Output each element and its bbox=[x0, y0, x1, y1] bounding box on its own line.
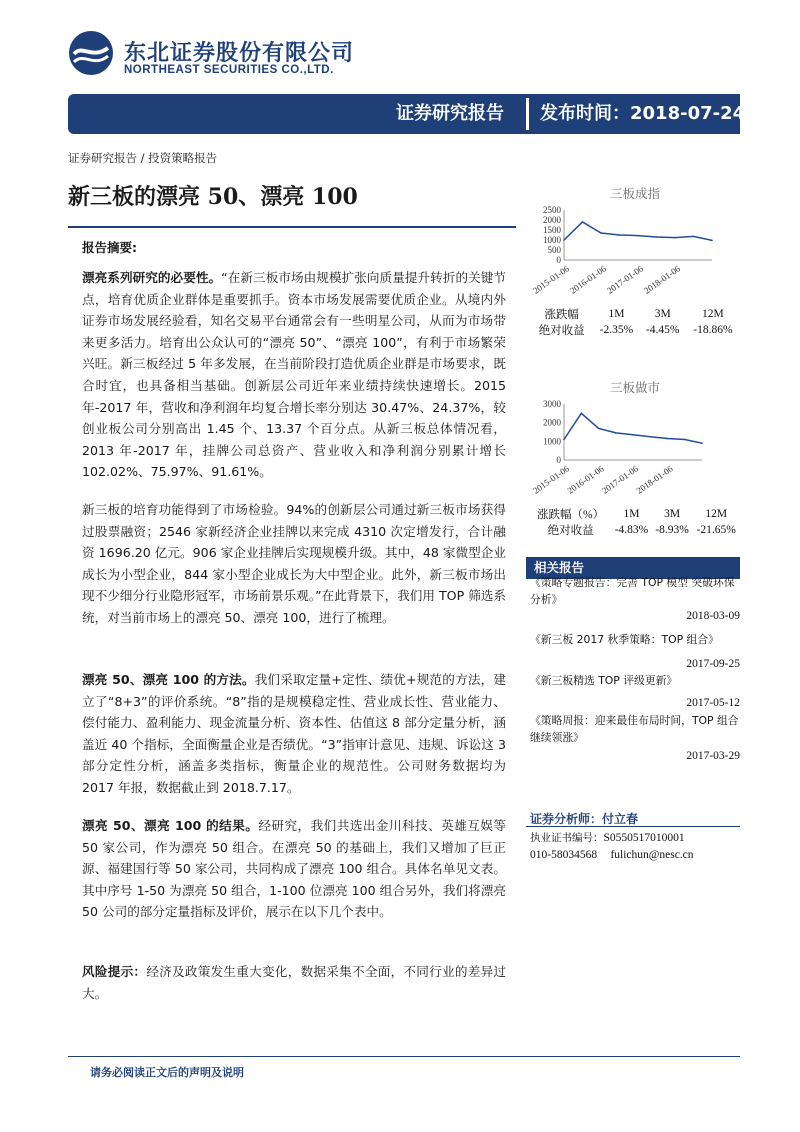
publish-date: 发布时间：2018-07-24 bbox=[540, 103, 746, 124]
y-tick-label: 2500 bbox=[543, 205, 561, 215]
series-line bbox=[564, 413, 702, 443]
data-point bbox=[656, 236, 658, 238]
stats-head: 12M bbox=[702, 308, 724, 320]
related-report-date: 2017-05-12 bbox=[686, 697, 740, 709]
summary-label: 报告摘要: bbox=[82, 240, 137, 255]
footer-divider bbox=[68, 1056, 740, 1057]
report-type: 证券研究报告 bbox=[396, 103, 504, 124]
related-report-title: 《新三板精选 TOP 评级更新》 bbox=[530, 674, 678, 687]
data-point bbox=[615, 432, 617, 434]
stats-head: 1M bbox=[608, 308, 625, 320]
analyst-phone: 010-58034568 bbox=[530, 849, 598, 861]
data-point bbox=[674, 237, 676, 239]
paragraph-body: 新三板的培育功能得到了市场检验。94%的创新层公司通过新三板市场获得过股票融资；2546 家新经济企业挂牌以来完成 4310 次定增发行，合计融资 1696.20 亿元。906 家企业挂牌后实现规模升级。其中，48 家微型企业成长为小型企业，844 家小型企业成长为大中型企业。此外，新三板市场出现不少细分行业隐形冠军，市场前景乐观。”在此背景下，我们用 TOP 筛选系统，对当前市场上的漂亮 50、漂亮 100，进行了梳理。 bbox=[82, 502, 506, 625]
paragraph-result bbox=[82, 815, 506, 923]
chart-svg bbox=[530, 202, 740, 302]
x-tick-label: 2016-01-06 bbox=[568, 263, 609, 296]
data-point bbox=[563, 239, 565, 241]
data-point bbox=[632, 434, 634, 436]
x-tick-label: 2017-01-06 bbox=[605, 263, 646, 296]
x-tick-label: 2018-01-06 bbox=[634, 463, 675, 496]
related-report-date: 2017-03-29 bbox=[686, 750, 740, 762]
stats-cell: -18.86% bbox=[693, 324, 733, 336]
paragraph-body: 经研究，我们共选出金川科技、英雄互娱等 50 家公司，作为漂亮 50 组合。在漂亮 50 的基础上，我们又增加了巨正源、福建国行等 50 家公司，共同构成了漂亮 100 组合。具体名单见文表。其中序号 1-50 为漂亮 50 组合，1-100 位漂亮 100 组合另外，我们将漂亮 50 公司的部分定量指标及评价，展示在以下几个表中。 bbox=[82, 818, 507, 920]
stats-head: 3M bbox=[664, 508, 681, 520]
chart-svg bbox=[530, 396, 740, 504]
x-tick-label: 2016-01-06 bbox=[565, 463, 606, 496]
related-report-date: 2017-09-25 bbox=[686, 658, 740, 670]
y-tick-label: 3000 bbox=[543, 399, 561, 409]
analyst-divider bbox=[526, 826, 740, 827]
paragraph-body: 经济及政策发生重大变化，数据采集不全面，不同行业的差异过大。 bbox=[82, 964, 507, 1001]
stats-cell: -2.35% bbox=[599, 324, 634, 336]
data-point bbox=[684, 439, 686, 441]
data-point bbox=[619, 234, 621, 236]
stats-table-index bbox=[530, 306, 740, 338]
data-point bbox=[701, 442, 703, 444]
stats-cell: 绝对收益 bbox=[538, 325, 585, 337]
stats-head: 12M bbox=[705, 508, 728, 520]
paragraph-risk bbox=[82, 961, 506, 1004]
y-tick-label: 1000 bbox=[543, 436, 561, 447]
stats-head: 3M bbox=[654, 308, 671, 320]
chart-sanban-index bbox=[530, 184, 740, 306]
brand-name-cn: 东北证券股份有限公司 bbox=[124, 41, 355, 66]
related-report-item[interactable] bbox=[530, 672, 740, 712]
page-title: 新三板的漂亮 50、漂亮 100 bbox=[68, 184, 358, 210]
paragraph-lead: 漂亮 50、漂亮 100 的结果。 bbox=[82, 818, 259, 833]
chart-title: 三板成指 bbox=[609, 187, 660, 201]
stats-cell: 绝对收益 bbox=[547, 525, 594, 537]
y-tick-label: 1500 bbox=[543, 225, 561, 235]
data-point bbox=[600, 232, 602, 234]
paragraph-body: 我们采取定量+定性、绩优+规范的方法，建立了“8+3”的评价系统。“8”指的是规模稳定性、营业成长性、营业能力、偿付能力、盈利能力、现金流量分析、资本性、估值这 8 部分定量分析，涵盖近 40 个指标，全面衡量企业是否绩优。“3”指审计意见、违规、诉讼这 3 部分定性分析，涵盖多类指标，衡量企业的规范性。公司财务数据均为 2017 年报，数据截止到 2018.7.17。 bbox=[82, 672, 507, 795]
stats-cell: -21.65% bbox=[696, 524, 736, 536]
data-point bbox=[580, 413, 582, 415]
stats-cell: -4.45% bbox=[645, 324, 680, 336]
company-logo bbox=[68, 30, 114, 76]
analyst-contact bbox=[530, 849, 694, 861]
x-tick-label: 2018-01-06 bbox=[642, 263, 683, 296]
paragraph-necessity bbox=[82, 267, 506, 483]
related-report-title: 《策略专题报告：完善 TOP 模型 突破环保分析》 bbox=[530, 576, 735, 606]
x-tick-label: 2015-01-06 bbox=[531, 463, 572, 496]
footer-disclaimer: 请务必阅读正文后的声明及说明 bbox=[90, 1066, 244, 1079]
y-tick-label: 2000 bbox=[543, 417, 561, 428]
y-tick-label: 500 bbox=[547, 245, 561, 255]
series-line bbox=[564, 222, 712, 240]
paragraph-lead: 漂亮 50、漂亮 100 的方法。 bbox=[82, 672, 255, 687]
paragraph-method bbox=[82, 669, 506, 799]
data-point bbox=[582, 221, 584, 223]
banner-divider bbox=[526, 98, 529, 130]
x-tick-label: 2017-01-06 bbox=[600, 463, 641, 496]
breadcrumb: 证券研究报告 / 投资策略报告 bbox=[68, 151, 218, 165]
related-report-title: 《策略周报：迎来最佳布局时间，TOP 组合继续领涨》 bbox=[530, 714, 739, 744]
data-point bbox=[598, 427, 600, 429]
related-report-item[interactable] bbox=[530, 712, 740, 765]
stats-cell: -8.93% bbox=[655, 524, 689, 536]
data-point bbox=[563, 439, 565, 441]
data-point bbox=[711, 240, 713, 242]
related-report-title: 《新三板 2017 秋季策略：TOP 组合》 bbox=[530, 633, 719, 646]
chart-title: 三板做市 bbox=[609, 381, 660, 395]
paragraph-cultivation bbox=[82, 499, 506, 629]
related-report-item[interactable] bbox=[530, 574, 740, 625]
paragraph-lead: 风险提示： bbox=[82, 964, 147, 979]
analyst-name: 证券分析师：付立春 bbox=[530, 812, 639, 826]
brand-name-en: NORTHEAST SECURITIES CO.,LTD. bbox=[124, 64, 334, 76]
cert-number: S0550517010001 bbox=[603, 832, 685, 844]
title-divider bbox=[68, 226, 516, 228]
data-point bbox=[667, 438, 669, 440]
y-tick-label: 0 bbox=[556, 255, 561, 265]
related-report-date: 2018-03-09 bbox=[686, 610, 740, 622]
analyst-cert bbox=[530, 830, 685, 845]
related-reports-heading: 相关报告 bbox=[526, 557, 740, 579]
y-tick-label: 0 bbox=[556, 455, 561, 465]
data-point bbox=[693, 236, 695, 238]
stats-head: 涨跌幅（%） bbox=[537, 509, 605, 521]
analyst-email[interactable]: fulichun@nesc.cn bbox=[610, 849, 694, 861]
data-point bbox=[637, 235, 639, 237]
stats-table-mm bbox=[530, 506, 740, 538]
y-tick-label: 1000 bbox=[543, 235, 561, 245]
cert-label: 执业证书编号： bbox=[530, 832, 604, 844]
stats-head: 涨跌幅 bbox=[544, 309, 579, 321]
data-point bbox=[649, 436, 651, 438]
y-tick-label: 2000 bbox=[543, 215, 561, 225]
x-tick-label: 2015-01-06 bbox=[531, 263, 572, 296]
paragraph-lead: 漂亮系列研究的必要性。 bbox=[82, 270, 222, 285]
chart-sanban-mm bbox=[530, 378, 740, 508]
stats-cell: -4.83% bbox=[614, 524, 649, 536]
related-report-item[interactable] bbox=[530, 631, 740, 673]
paragraph-body: “在新三板市场由规模扩张向质量提升转折的关键节点，培育优质企业群体是重要抓手。资本市场发展需要优质企业。从境内外证券市场发展经验看，知名交易平台通常会有一些明星公司，从而为市场带来更多活力。培育出公众认可的“漂亮 50”、“漂亮 100”，有利于市场繁荣兴旺。新三板经过 5 年多发展，在当前阶段打造优质企业群是市场要求，既合时宜，也具备相当基础。创新层公司近年来业绩持续快速增长。2015 年-2017 年，营收和净利润年均复合增长率分别达 30.47%、24.37%，较创业板公司分别高出 1.45 个、13.37 个百分点。从新三板总体情况看，2013 年-2017 年，挂牌公司总资产、营业收入和净利润分别累计增长 102.02%、75.97%、91.61%。 bbox=[82, 270, 506, 480]
stats-head: 1M bbox=[623, 508, 640, 520]
